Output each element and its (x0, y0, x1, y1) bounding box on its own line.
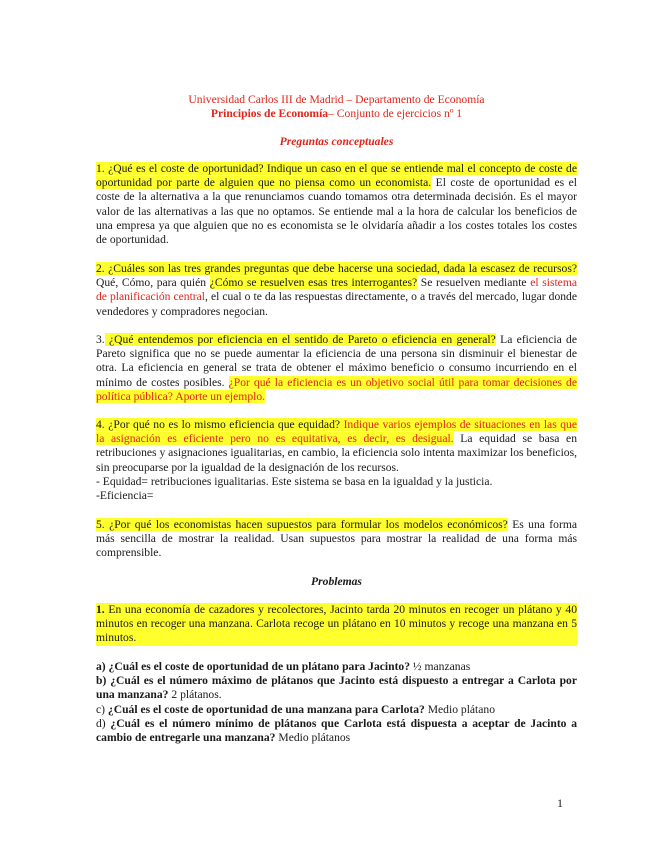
subquestion-d-label: d) (96, 716, 111, 730)
subquestion-b-text: b) ¿Cuál es el número máximo de plátanos que Jacinto está dispuesto a entregar a Carlota por una manzana? (96, 674, 577, 702)
section-heading-conceptual (96, 135, 577, 149)
course-line (96, 107, 577, 121)
subquestion-a-answer: ½ manzanas (410, 660, 471, 673)
problem-1-number: 1. (96, 603, 105, 616)
subquestion-d (96, 717, 577, 745)
question-4-answer: La equidad se basa en retribuciones y asignaciones igualitarias, en cambio, la eficiencia solo intenta maximizar los beneficios, sin preocuparse por la igualdad de la designación de los recursos. (96, 432, 578, 474)
question-2-followup: ¿Cómo se resuelven esas tres interrogantes? (209, 276, 418, 290)
university-line: Universidad Carlos III de Madrid – Departamento de Economía (188, 93, 485, 106)
subquestion-d-text: ¿Cuál es el número mínimo de plátanos que Carlota está dispuesta a aceptar de Jacinto a cambio de entregarle una manzana? (96, 716, 577, 745)
document-header (96, 93, 577, 121)
question-2-answer-end: , el cual o te da las respuestas directamente, o a través del mercado, lugar donde vendedores y compradores negocian. (96, 290, 577, 318)
question-1-answer: El coste de oportunidad es el coste de la alternativa a la que renunciamos cuando tomamos otra determinada decisión. Es el mayor valor de las alternativas a las que no optamos. Se entiende mal a la hora de calcular los beneficios de una empresa ya que alguien que no es economista se le olvidaría añadir a los costes totales los costes de oportunidad. (96, 176, 577, 247)
eficiencia-line: -Eficiencia= (96, 489, 154, 503)
question-5 (96, 518, 577, 561)
question-2-key-phrase: el sistema de planificación central (96, 276, 577, 304)
question-5-answer: Es una forma más sencilla de mostrar la realidad. Usan supuestos para mostrar la realidad de una forma más comprensible. (96, 518, 577, 560)
section-title: Preguntas conceptuales (279, 135, 394, 148)
section-heading-problems (96, 575, 577, 589)
subquestion-c-text: ¿Cuál es el coste de oportunidad de una manzana para Carlota? (107, 702, 425, 716)
subquestion-d-answer: Medio plátanos (275, 731, 351, 745)
problem-1-text: En una economía de cazadores y recolectores, Jacinto tarda 20 minutos en recoger un plátano y 40 minutos en recoger una manzana. Carlota recoge un plátano en 10 minutos y recoge una manzana en 5 minutos. (96, 603, 577, 645)
subquestion-c-label: c) (96, 702, 108, 716)
page-number: 1 (557, 796, 563, 810)
question-3-number: 3. (96, 333, 105, 346)
question-1-text: 1. ¿Qué es el coste de oportunidad? Indique un caso en el que se entiende mal el concepto de coste de oportunidad por parte de alguien que no piensa como un economista. (96, 162, 577, 190)
question-5-text: 5. ¿Por qué los economistas hacen supuestos para formular los modelos económicos? (96, 518, 508, 531)
question-2-answer-start: Se resuelven mediante (417, 276, 531, 290)
subquestion-b-answer: 2 plátanos. (168, 688, 222, 702)
question-4-red-question: Indique varios ejemplos de situaciones en las que la asignación es eficiente pero no es equitativa, es decir, es desigual. (96, 418, 577, 446)
question-3-red-question: ¿Por qué la eficiencia es un objetivo social útil para tomar decisiones de política pública? Aporte un ejemplo. (96, 375, 578, 403)
question-1 (96, 162, 577, 247)
exercise-set-label: – Conjunto de ejercicios nº 1 (328, 107, 463, 121)
section-title: Problemas (311, 575, 362, 588)
question-2-short-answer: Qué, Cómo, para quién (96, 276, 210, 290)
equidad-line: - Equidad= retribuciones igualitarias. Este sistema se basa en la igualdad y la justicia. (96, 474, 493, 488)
question-3 (96, 333, 577, 404)
course-title: Principios de Economía (210, 107, 329, 121)
problem-1 (96, 603, 577, 646)
subquestion-c (96, 703, 577, 717)
subquestion-a-text: a) ¿Cuál es el coste de oportunidad de un plátano para Jacinto? (96, 660, 411, 673)
question-3-text: ¿Qué entendemos por eficiencia en el sentido de Pareto o eficiencia en general? (104, 333, 496, 346)
subquestion-a (96, 660, 577, 674)
subquestion-c-answer: Medio plátano (424, 702, 496, 716)
question-4-text: 4. ¿Por qué no es lo mismo eficiencia que equidad? (96, 418, 341, 431)
question-3-answer: La eficiencia de Pareto significa que no se puede aumentar la eficiencia de una persona sin disminuir el bienestar de otra. La eficiencia en general se trata de obtener el máximo beneficio o consumo incurriendo en el mínimo de costes posibles. (96, 333, 577, 389)
problem-1-subquestions (96, 660, 577, 745)
question-2-text: 2. ¿Cuáles son las tres grandes preguntas que debe hacerse una sociedad, dada la escasez de recursos? (96, 262, 577, 275)
subquestion-b (96, 674, 577, 702)
question-2 (96, 262, 577, 319)
question-4 (96, 418, 577, 503)
